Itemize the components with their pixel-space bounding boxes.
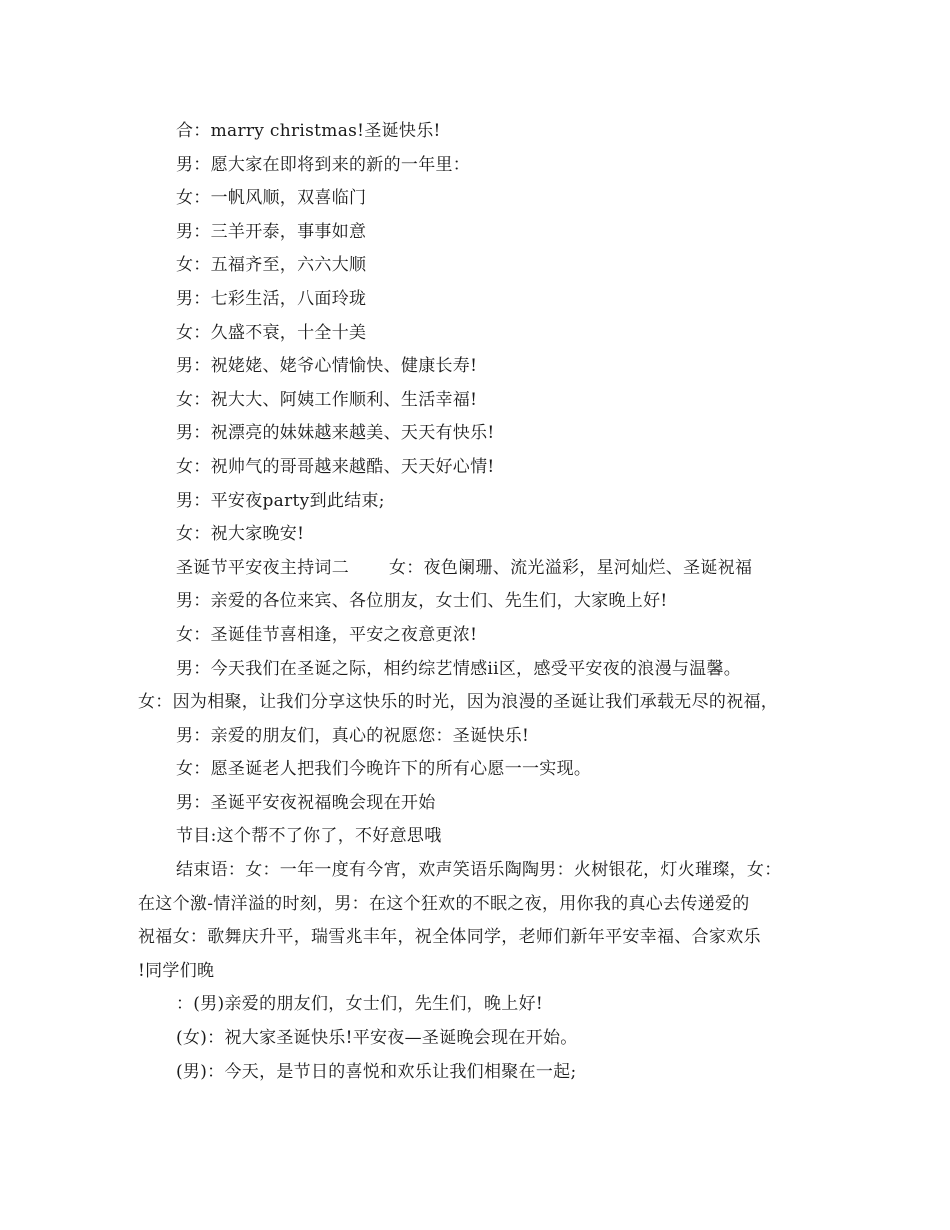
text-line: 祝福女：歌舞庆升平，瑞雪兆丰年，祝全体同学，老师们新年平安幸福、合家欢乐: [138, 927, 761, 948]
text-line: (女)：祝大家圣诞快乐!平安夜—圣诞晚会现在开始。: [176, 1028, 578, 1049]
text-line: 男：平安夜party到此结束;: [176, 490, 385, 511]
document-body: [138, 115, 838, 1089]
text-line: 男：七彩生活，八面玲珑: [176, 288, 367, 309]
text-line: 女：一帆风顺，双喜临门: [176, 188, 367, 209]
text-line: 女：夜色阑珊、流光溢彩，星河灿烂、圣诞祝福: [389, 557, 753, 578]
text-line: 女：祝大大、阿姨工作顺利、生活幸福!: [176, 389, 478, 410]
text-line: 节目:这个帮不了你了，不好意思哦: [176, 826, 442, 847]
text-line: 女：久盛不衰，十全十美: [176, 322, 367, 343]
text-line: 男：今天我们在圣诞之际，相约综艺情感ii区，感受平安夜的浪漫与温馨。: [176, 658, 742, 679]
section-heading-line: [138, 552, 838, 586]
text-line: 男：圣诞平安夜祝福晚会现在开始: [176, 792, 436, 813]
text-line: 合：marry christmas!圣诞快乐!: [176, 121, 441, 141]
text-line: 结束语：女：一年一度有今宵，欢声笑语乐陶陶男：火树银花，灯火璀璨，女：: [176, 860, 782, 881]
text-line: 在这个激-情洋溢的时刻，男：在这个狂欢的不眠之夜，用你我的真心去传递爱的: [138, 893, 750, 914]
text-line: 女：祝大家晚安!: [176, 524, 305, 545]
text-line: 女：愿圣诞老人把我们今晚许下的所有心愿一一实现。: [176, 759, 592, 780]
text-line: !同学们晚: [138, 960, 215, 981]
text-line: 男：祝漂亮的妹妹越来越美、天天有快乐!: [176, 423, 495, 444]
text-line: 男：三羊开泰，事事如意: [176, 221, 367, 242]
text-line: 男：祝姥姥、姥爷心情愉快、健康长寿!: [176, 356, 478, 377]
text-line: 男：亲爱的各位来宾、各位朋友，女士们、先生们，大家晚上好!: [176, 591, 668, 612]
text-line: 男：亲爱的朋友们，真心的祝愿您：圣诞快乐!: [176, 725, 530, 746]
text-line: 女：祝帅气的哥哥越来越酷、天天好心情!: [176, 456, 495, 477]
text-line: 女：因为相聚，让我们分享这快乐的时光，因为浪漫的圣诞让我们承载无尽的祝福，: [138, 692, 779, 713]
text-line: 女：五福齐至，六六大顺: [176, 255, 367, 276]
text-line: (男)：今天，是节日的喜悦和欢乐让我们相聚在一起;: [176, 1061, 577, 1082]
text-line: 男：愿大家在即将到来的新的一年里：: [176, 154, 471, 175]
text-line: 女：圣诞佳节喜相逢，平安之夜意更浓!: [176, 624, 478, 645]
section-title: 圣诞节平安夜主持词二: [176, 557, 349, 578]
text-line: ：(男)亲爱的朋友们，女士们，先生们，晚上好!: [176, 994, 543, 1015]
